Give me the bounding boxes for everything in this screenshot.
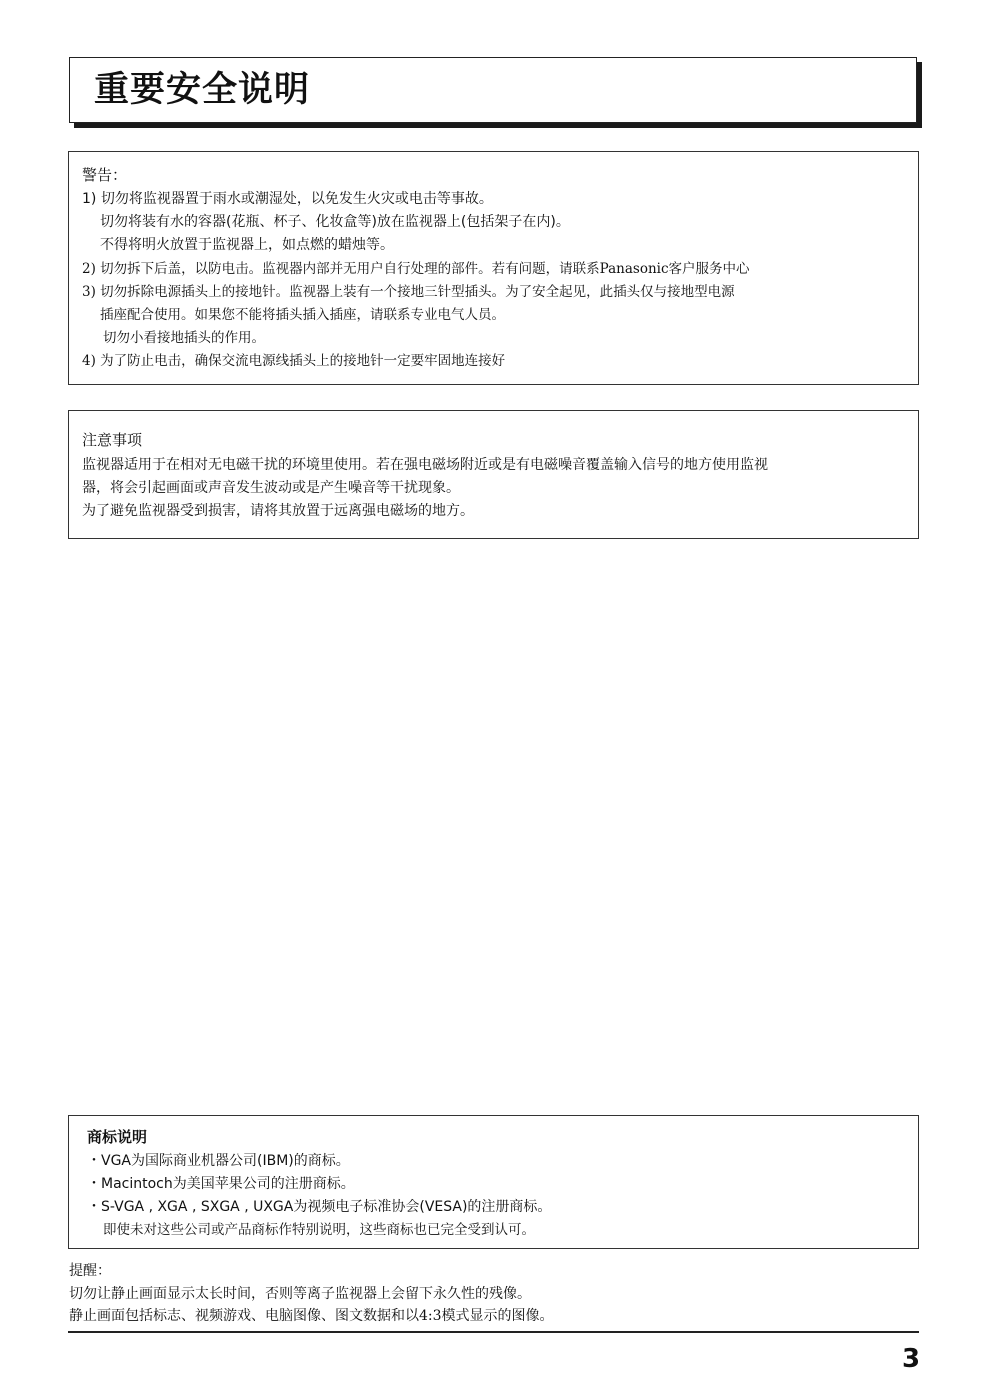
trademark-item: ・S-VGA , XGA , SXGA , UXGA为视频电子标准协会(VESA)的注册商标。 — [87, 1199, 552, 1215]
trademark-item: 即使未对这些公司或产品商标作特别说明，这些商标也已完全受到认可。 — [103, 1222, 535, 1238]
title-box — [69, 57, 917, 123]
trademark-item: ・Macintoch为美国苹果公司的注册商标。 — [87, 1176, 355, 1192]
trademark-item: ・VGA为国际商业机器公司(IBM)的商标。 — [87, 1153, 350, 1169]
notice-line: 器，将会引起画面或声音发生波动或是产生噪音等干扰现象。 — [82, 480, 460, 496]
warning-item: 不得将明火放置于监视器上，如点燃的蜡烛等。 — [100, 237, 394, 253]
warning-item: 切勿将装有水的容器(花瓶、杯子、化妆盒等)放在监视器上(包括架子在内)。 — [100, 214, 570, 230]
notice-line: 监视器适用于在相对无电磁干扰的环境里使用。若在强电磁场附近或是有电磁噪音覆盖输入信号的地方使用监视 — [82, 457, 768, 473]
footer-rule — [68, 1331, 919, 1333]
warning-item: 插座配合使用。如果您不能将插头插入插座，请联系专业电气人员。 — [100, 307, 505, 323]
warning-item: 2) 切勿拆下后盖，以防电击。监视器内部并无用户自行处理的部件。若有问题，请联系Panasonic客户服务中心 — [82, 261, 750, 277]
warning-heading: 警告： — [82, 166, 128, 184]
notice-heading: 注意事项 — [82, 431, 143, 449]
page-title: 重要安全说明 — [94, 70, 311, 110]
page-number: 3 — [902, 1344, 921, 1374]
notice-line: 为了避免监视器受到损害，请将其放置于远离强电磁场的地方。 — [82, 503, 474, 519]
trademark-heading: 商标说明 — [87, 1128, 148, 1146]
reminder-line: 静止画面包括标志、视频游戏、电脑图像、图文数据和以4:3模式显示的图像。 — [69, 1308, 554, 1324]
warning-box — [68, 151, 919, 385]
warning-item: 1) 切勿将监视器置于雨水或潮湿处，以免发生火灾或电击等事故。 — [82, 191, 493, 207]
warning-item: 3) 切勿拆除电源插头上的接地针。监视器上装有一个接地三针型插头。为了安全起见，此插头仅与接地型电源 — [82, 284, 735, 300]
reminder-heading: 提醒： — [69, 1263, 111, 1279]
trademark-box — [68, 1115, 919, 1249]
notice-box — [68, 410, 919, 539]
warning-item: 4) 为了防止电击，确保交流电源线插头上的接地针一定要牢固地连接好 — [82, 353, 506, 369]
warning-item: 切勿小看接地插头的作用。 — [103, 330, 265, 346]
reminder-line: 切勿让静止画面显示太长时间，否则等离子监视器上会留下永久性的残像。 — [69, 1286, 531, 1302]
